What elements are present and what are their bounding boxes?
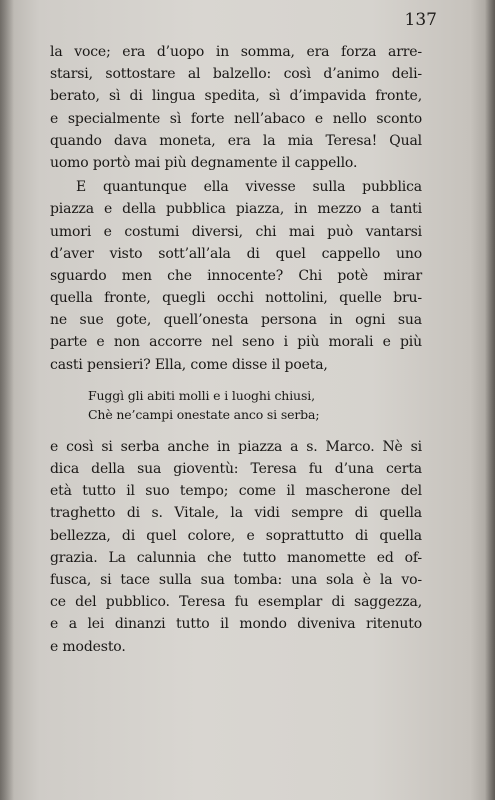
text-line: berato, sì di lingua spedita, sì d’impavida fronte, [50,88,422,105]
text-line: quando dava moneta, era la mia Teresa! Qual [50,132,422,149]
text-line: fusca, si tace sulla sua tomba: una sola è la vo- [50,571,422,588]
text-line: età tutto il suo tempo; come il mascherone del [50,483,422,500]
text-line: bellezza, di quel colore, e soprattutto di quella [50,527,422,544]
verse-line: Fuggì gli abiti molli e i luoghi chiusi, [88,387,315,403]
text-line: traghetto di s. Vitale, la vidi sempre di quella [50,505,422,522]
text-line: starsi, sottostare al balzello: così d’animo deli- [50,66,422,83]
text-line: d’aver visto sott’all’ala di quel cappello uno [50,245,422,262]
text-line: la voce; era d’uopo in somma, era forza arre- [50,44,422,60]
text-line: piazza e della pubblica piazza, in mezzo a tanti [50,201,422,218]
text-line: quella fronte, quegli occhi nottolini, quelle bru- [50,290,422,307]
text-line: e così si serba anche in piazza a s. Marco. Nè si [50,438,422,455]
text-line: ce del pubblico. Teresa fu esemplar di saggezza, [50,594,422,611]
text-line: e specialmente sì forte nell’abaco e nello sconto [50,110,422,127]
text-line: sguardo men che innocente? Chi potè mirar [50,267,422,284]
paragraph-2 [50,176,422,376]
text-line: uomo portò mai più degnamente il cappello. [50,154,358,171]
paragraph-3 [50,436,422,658]
text-line: casti pensieri? Ella, come disse il poeta, [50,356,328,373]
text-line: umori e costumi diversi, chi mai può vantarsi [50,223,422,240]
verse-line: Chè ne’campi onestate anco si serba; [88,406,320,422]
text-line: e a lei dinanzi tutto il mondo diveniva ritenuto [50,616,422,633]
text-line: E quantunque ella vivesse sulla pubblica [76,179,422,196]
text-line: e modesto. [50,638,126,655]
verse-quote [50,386,422,424]
body-text [50,41,422,658]
text-line: grazia. La calunnia che tutto manomette ed of- [50,549,422,566]
page-number: 137 [404,10,437,30]
paragraph-1 [50,41,422,174]
text-line: ne sue gote, quell’onesta persona in ogni sua [50,312,422,329]
text-line: dica della sua gioventù: Teresa fu d’una certa [50,461,422,477]
text-line: parte e non accorre nel seno i più morali e più [50,334,422,351]
